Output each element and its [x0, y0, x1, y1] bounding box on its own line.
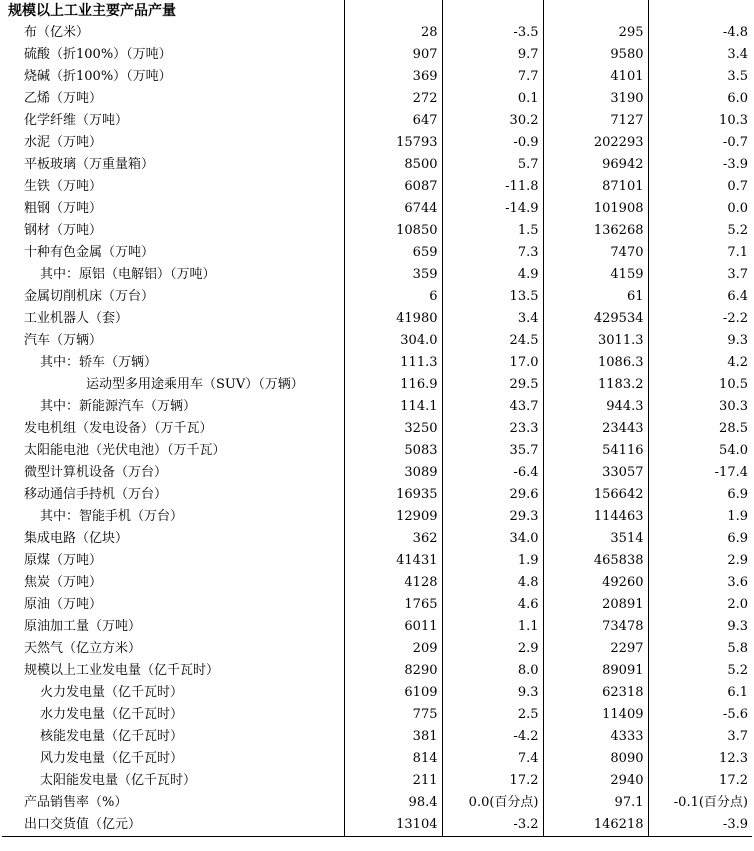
table-row	[2, 814, 752, 837]
cumulative-value-cell: 96942	[543, 154, 648, 176]
table-row	[2, 726, 752, 748]
cumulative-value-cell: 73478	[543, 616, 648, 638]
table-row	[2, 440, 752, 462]
cumulative-growth-cell: -5.6	[648, 704, 752, 726]
cumulative-growth-cell: 17.2	[648, 770, 752, 792]
current-month-growth-cell: 0.1	[442, 88, 543, 110]
cumulative-growth-cell: 3.6	[648, 572, 752, 594]
current-month-value-cell: 6011	[344, 616, 442, 638]
current-month-value-cell: 209	[344, 638, 442, 660]
product-name-cell: 钢材（万吨）	[2, 220, 344, 242]
cumulative-value-cell: 3514	[543, 528, 648, 550]
product-name-cell: 其中：新能源汽车（万辆）	[2, 396, 344, 418]
cumulative-growth-cell: 3.5	[648, 66, 752, 88]
product-name-cell: 金属切削机床（万台）	[2, 286, 344, 308]
current-month-value-cell: 6	[344, 286, 442, 308]
cumulative-value-cell: 20891	[543, 594, 648, 616]
product-name-cell: 布（亿米）	[2, 22, 344, 44]
current-month-value-cell: 6087	[344, 176, 442, 198]
table-row	[2, 528, 752, 550]
current-month-growth-cell: 29.5	[442, 374, 543, 396]
product-output-table	[2, 0, 752, 837]
current-month-growth-cell: 9.3	[442, 682, 543, 704]
cumulative-value-cell: 62318	[543, 682, 648, 704]
cumulative-value-cell: 23443	[543, 418, 648, 440]
table-row	[2, 418, 752, 440]
cumulative-growth-cell: 3.4	[648, 44, 752, 66]
current-month-value-cell: 41431	[344, 550, 442, 572]
table-row	[2, 792, 752, 814]
product-name-cell: 微型计算机设备（万台）	[2, 462, 344, 484]
current-month-value-cell: 369	[344, 66, 442, 88]
table-row	[2, 264, 752, 286]
cumulative-value-cell: 114463	[543, 506, 648, 528]
current-month-growth-cell: 43.7	[442, 396, 543, 418]
cumulative-value-cell: 11409	[543, 704, 648, 726]
cumulative-value-cell: 61	[543, 286, 648, 308]
cumulative-growth-cell: 5.2	[648, 660, 752, 682]
current-month-value-cell: 304.0	[344, 330, 442, 352]
cumulative-value-cell: 3190	[543, 88, 648, 110]
product-name-cell: 粗钢（万吨）	[2, 198, 344, 220]
cumulative-value-cell: 101908	[543, 198, 648, 220]
current-month-value-cell: 41980	[344, 308, 442, 330]
cumulative-growth-cell: 6.1	[648, 682, 752, 704]
cumulative-value-cell: 156642	[543, 484, 648, 506]
cumulative-value-cell: 4101	[543, 66, 648, 88]
table-row	[2, 352, 752, 374]
current-month-value-cell: 12909	[344, 506, 442, 528]
current-month-growth-cell: 4.9	[442, 264, 543, 286]
table-row	[2, 110, 752, 132]
current-month-growth-cell: 3.4	[442, 308, 543, 330]
cumulative-value-cell: 465838	[543, 550, 648, 572]
cumulative-value-cell: 2940	[543, 770, 648, 792]
product-name-cell: 集成电路（亿块）	[2, 528, 344, 550]
table-row	[2, 88, 752, 110]
current-month-growth-cell: 8.0	[442, 660, 543, 682]
cumulative-growth-cell: 6.9	[648, 484, 752, 506]
table-row	[2, 176, 752, 198]
current-month-growth-cell: -14.9	[442, 198, 543, 220]
table-row	[2, 44, 752, 66]
table-row	[2, 748, 752, 770]
cumulative-growth-cell: 0.0	[648, 198, 752, 220]
cumulative-value-cell: 89091	[543, 660, 648, 682]
current-month-growth-cell: 17.2	[442, 770, 543, 792]
current-month-value-cell: 647	[344, 110, 442, 132]
title-empty-cell	[543, 0, 648, 22]
current-month-value-cell: 3250	[344, 418, 442, 440]
current-month-growth-cell: 30.2	[442, 110, 543, 132]
cumulative-growth-cell: -0.7	[648, 132, 752, 154]
current-month-value-cell: 98.4	[344, 792, 442, 814]
current-month-growth-cell: 34.0	[442, 528, 543, 550]
current-month-growth-cell: 5.7	[442, 154, 543, 176]
cumulative-growth-cell: -2.2	[648, 308, 752, 330]
cumulative-value-cell: 33057	[543, 462, 648, 484]
table-row	[2, 198, 752, 220]
current-month-value-cell: 111.3	[344, 352, 442, 374]
table-row	[2, 374, 752, 396]
table-row	[2, 286, 752, 308]
cumulative-growth-cell: 6.4	[648, 286, 752, 308]
current-month-growth-cell: 7.7	[442, 66, 543, 88]
product-name-cell: 太阳能发电量（亿千瓦时）	[2, 770, 344, 792]
cumulative-growth-cell: 6.9	[648, 528, 752, 550]
cumulative-growth-cell: 2.9	[648, 550, 752, 572]
cumulative-value-cell: 8090	[543, 748, 648, 770]
product-name-cell: 硫酸（折100%）（万吨）	[2, 44, 344, 66]
product-name-cell: 核能发电量（亿千瓦时）	[2, 726, 344, 748]
product-name-cell: 发电机组（发电设备）（万千瓦）	[2, 418, 344, 440]
table-row	[2, 132, 752, 154]
current-month-value-cell: 814	[344, 748, 442, 770]
table-row	[2, 682, 752, 704]
cumulative-growth-cell: -4.8	[648, 22, 752, 44]
cumulative-growth-cell: 2.0	[648, 594, 752, 616]
cumulative-growth-cell: 9.3	[648, 616, 752, 638]
current-month-growth-cell: 24.5	[442, 330, 543, 352]
cumulative-growth-cell: 3.7	[648, 726, 752, 748]
current-month-growth-cell: 1.5	[442, 220, 543, 242]
cumulative-value-cell: 9580	[543, 44, 648, 66]
current-month-value-cell: 359	[344, 264, 442, 286]
current-month-value-cell: 4128	[344, 572, 442, 594]
cumulative-value-cell: 4159	[543, 264, 648, 286]
product-name-cell: 出口交货值（亿元）	[2, 814, 344, 837]
current-month-value-cell: 6109	[344, 682, 442, 704]
current-month-value-cell: 659	[344, 242, 442, 264]
current-month-value-cell: 13104	[344, 814, 442, 837]
cumulative-growth-cell: -0.1(百分点)	[648, 792, 752, 814]
current-month-growth-cell: -11.8	[442, 176, 543, 198]
current-month-growth-cell: 9.7	[442, 44, 543, 66]
current-month-value-cell: 272	[344, 88, 442, 110]
product-name-cell: 十种有色金属（万吨）	[2, 242, 344, 264]
product-name-cell: 原油加工量（万吨）	[2, 616, 344, 638]
cumulative-value-cell: 7127	[543, 110, 648, 132]
current-month-value-cell: 5083	[344, 440, 442, 462]
current-month-growth-cell: 2.5	[442, 704, 543, 726]
current-month-value-cell: 114.1	[344, 396, 442, 418]
current-month-value-cell: 775	[344, 704, 442, 726]
current-month-growth-cell: 4.8	[442, 572, 543, 594]
cumulative-value-cell: 1086.3	[543, 352, 648, 374]
cumulative-value-cell: 54116	[543, 440, 648, 462]
product-name-cell: 火力发电量（亿千瓦时）	[2, 682, 344, 704]
current-month-value-cell: 381	[344, 726, 442, 748]
table-row	[2, 22, 752, 44]
cumulative-value-cell: 136268	[543, 220, 648, 242]
table-body	[2, 0, 752, 837]
cumulative-value-cell: 146218	[543, 814, 648, 837]
title-empty-cell	[344, 0, 442, 22]
current-month-value-cell: 10850	[344, 220, 442, 242]
current-month-growth-cell: -4.2	[442, 726, 543, 748]
current-month-value-cell: 211	[344, 770, 442, 792]
product-name-cell: 其中：原铝（电解铝）（万吨）	[2, 264, 344, 286]
current-month-growth-cell: 0.0(百分点)	[442, 792, 543, 814]
current-month-value-cell: 1765	[344, 594, 442, 616]
product-name-cell: 原油（万吨）	[2, 594, 344, 616]
table-row	[2, 396, 752, 418]
current-month-growth-cell: -0.9	[442, 132, 543, 154]
table-row	[2, 506, 752, 528]
cumulative-growth-cell: 7.1	[648, 242, 752, 264]
current-month-growth-cell: 35.7	[442, 440, 543, 462]
current-month-value-cell: 15793	[344, 132, 442, 154]
cumulative-value-cell: 4333	[543, 726, 648, 748]
product-name-cell: 平板玻璃（万重量箱）	[2, 154, 344, 176]
table-row	[2, 330, 752, 352]
current-month-growth-cell: 4.6	[442, 594, 543, 616]
product-name-cell: 移动通信手持机（万台）	[2, 484, 344, 506]
product-name-cell: 汽车（万辆）	[2, 330, 344, 352]
table-row	[2, 638, 752, 660]
cumulative-growth-cell: -3.9	[648, 154, 752, 176]
cumulative-value-cell: 202293	[543, 132, 648, 154]
table-row	[2, 660, 752, 682]
cumulative-value-cell: 3011.3	[543, 330, 648, 352]
cumulative-growth-cell: 5.2	[648, 220, 752, 242]
table-row	[2, 550, 752, 572]
product-name-cell: 烧碱（折100%）（万吨）	[2, 66, 344, 88]
title-empty-cell	[648, 0, 752, 22]
table-row	[2, 484, 752, 506]
table-row	[2, 594, 752, 616]
cumulative-value-cell: 944.3	[543, 396, 648, 418]
current-month-value-cell: 8500	[344, 154, 442, 176]
cumulative-value-cell: 7470	[543, 242, 648, 264]
current-month-growth-cell: 1.9	[442, 550, 543, 572]
cumulative-growth-cell: 28.5	[648, 418, 752, 440]
current-month-growth-cell: 7.3	[442, 242, 543, 264]
current-month-growth-cell: 17.0	[442, 352, 543, 374]
product-name-cell: 太阳能电池（光伏电池）（万千瓦）	[2, 440, 344, 462]
table-row	[2, 154, 752, 176]
current-month-growth-cell: -3.5	[442, 22, 543, 44]
cumulative-value-cell: 2297	[543, 638, 648, 660]
current-month-growth-cell: 29.6	[442, 484, 543, 506]
table-row	[2, 220, 752, 242]
cumulative-growth-cell: 0.7	[648, 176, 752, 198]
cumulative-growth-cell: 4.2	[648, 352, 752, 374]
current-month-growth-cell: 1.1	[442, 616, 543, 638]
current-month-value-cell: 16935	[344, 484, 442, 506]
cumulative-growth-cell: 3.7	[648, 264, 752, 286]
cumulative-growth-cell: -3.9	[648, 814, 752, 837]
cumulative-growth-cell: 5.8	[648, 638, 752, 660]
current-month-value-cell: 362	[344, 528, 442, 550]
product-name-cell: 工业机器人（套）	[2, 308, 344, 330]
product-name-cell: 生铁（万吨）	[2, 176, 344, 198]
cumulative-growth-cell: 54.0	[648, 440, 752, 462]
product-name-cell: 乙烯（万吨）	[2, 88, 344, 110]
current-month-growth-cell: -3.2	[442, 814, 543, 837]
table-row	[2, 242, 752, 264]
product-name-cell: 水泥（万吨）	[2, 132, 344, 154]
product-name-cell: 焦炭（万吨）	[2, 572, 344, 594]
cumulative-growth-cell: 10.5	[648, 374, 752, 396]
cumulative-growth-cell: 10.3	[648, 110, 752, 132]
current-month-value-cell: 8290	[344, 660, 442, 682]
table-row	[2, 308, 752, 330]
table-row	[2, 572, 752, 594]
product-name-cell: 化学纤维（万吨）	[2, 110, 344, 132]
product-name-cell: 原煤（万吨）	[2, 550, 344, 572]
product-name-cell: 其中：智能手机（万台）	[2, 506, 344, 528]
cumulative-value-cell: 295	[543, 22, 648, 44]
cumulative-value-cell: 429534	[543, 308, 648, 330]
table-row	[2, 616, 752, 638]
current-month-value-cell: 3089	[344, 462, 442, 484]
cumulative-growth-cell: 12.3	[648, 748, 752, 770]
cumulative-value-cell: 1183.2	[543, 374, 648, 396]
current-month-growth-cell: -6.4	[442, 462, 543, 484]
table-row	[2, 770, 752, 792]
table-row	[2, 704, 752, 726]
cumulative-growth-cell: 9.3	[648, 330, 752, 352]
product-name-cell: 风力发电量（亿千瓦时）	[2, 748, 344, 770]
cumulative-growth-cell: 30.3	[648, 396, 752, 418]
product-name-cell: 运动型多用途乘用车（SUV）（万辆）	[2, 374, 344, 396]
table-title-row	[2, 0, 752, 22]
current-month-value-cell: 116.9	[344, 374, 442, 396]
product-name-cell: 产品销售率（%）	[2, 792, 344, 814]
current-month-growth-cell: 23.3	[442, 418, 543, 440]
cumulative-value-cell: 97.1	[543, 792, 648, 814]
cumulative-growth-cell: 6.0	[648, 88, 752, 110]
product-name-cell: 规模以上工业发电量（亿千瓦时）	[2, 660, 344, 682]
current-month-growth-cell: 2.9	[442, 638, 543, 660]
cumulative-value-cell: 49260	[543, 572, 648, 594]
product-name-cell: 水力发电量（亿千瓦时）	[2, 704, 344, 726]
current-month-value-cell: 6744	[344, 198, 442, 220]
current-month-value-cell: 28	[344, 22, 442, 44]
current-month-growth-cell: 13.5	[442, 286, 543, 308]
title-empty-cell	[442, 0, 543, 22]
table-title: 规模以上工业主要产品产量	[2, 0, 344, 22]
cumulative-growth-cell: -17.4	[648, 462, 752, 484]
table-row	[2, 66, 752, 88]
product-name-cell: 天然气（亿立方米）	[2, 638, 344, 660]
current-month-growth-cell: 29.3	[442, 506, 543, 528]
cumulative-growth-cell: 1.9	[648, 506, 752, 528]
product-name-cell: 其中：轿车（万辆）	[2, 352, 344, 374]
current-month-value-cell: 907	[344, 44, 442, 66]
current-month-growth-cell: 7.4	[442, 748, 543, 770]
cumulative-value-cell: 87101	[543, 176, 648, 198]
table-row	[2, 462, 752, 484]
